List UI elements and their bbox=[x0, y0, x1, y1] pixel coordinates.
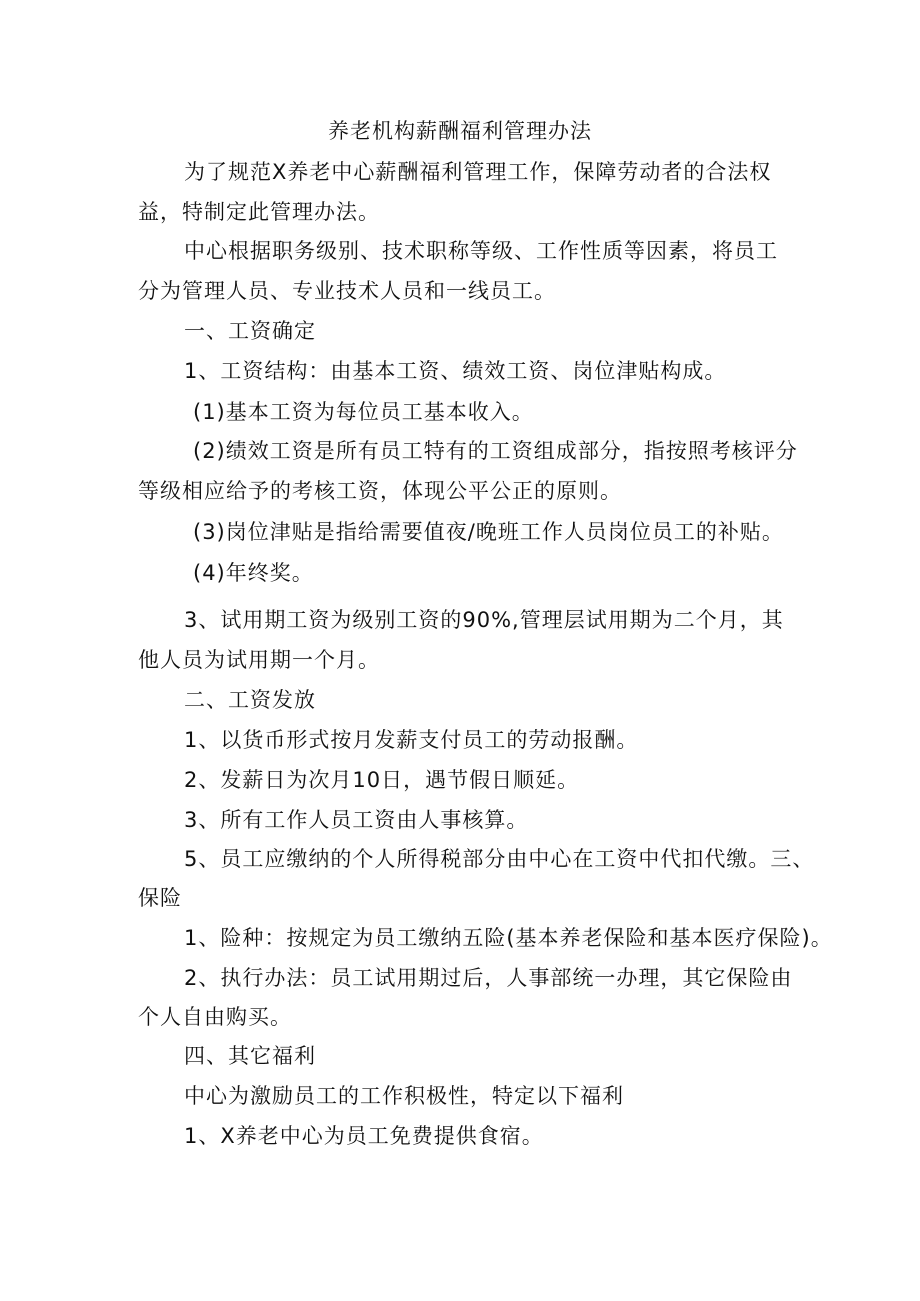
paragraph-line: 益，特制定此管理办法。 bbox=[138, 200, 380, 224]
paragraph-line: 1、X养老中心为员工免费提供食宿。 bbox=[184, 1124, 544, 1148]
paragraph-line: 1、以货币形式按月发薪支付员工的劳动报酬。 bbox=[184, 728, 639, 752]
paragraph-line: 中心根据职务级别、技术职称等级、工作性质等因素，将员工 bbox=[184, 239, 778, 263]
paragraph-line: 他人员为试用期一个月。 bbox=[138, 648, 380, 672]
paragraph-line: (4)年终奖。 bbox=[193, 561, 314, 585]
paragraph-line: 2、执行办法：员工试用期过后，人事部统一办理，其它保险由 bbox=[184, 966, 793, 990]
paragraph-line: 5、员工应缴纳的个人所得税部分由中心在工资中代扣代缴。三、 bbox=[184, 847, 815, 871]
paragraph-line: 2、发薪日为次月10日，遇节假日顺延。 bbox=[184, 768, 580, 792]
paragraph-line: 分为管理人员、专业技术人员和一线员工。 bbox=[138, 279, 556, 303]
paragraph-line: 1、险种：按规定为员工缴纳五险(基本养老保险和基本医疗保险)。 bbox=[184, 926, 833, 950]
paragraph-line: 3、所有工作人员工资由人事核算。 bbox=[184, 808, 529, 832]
paragraph-line: 等级相应给予的考核工资，体现公平公正的原则。 bbox=[138, 479, 622, 503]
paragraph-line: 为了规范X养老中心薪酬福利管理工作，保障劳动者的合法权 bbox=[184, 160, 772, 184]
paragraph-line: 3、试用期工资为级别工资的90%,管理层试用期为二个月，其 bbox=[184, 608, 784, 632]
section-heading: 保险 bbox=[138, 886, 182, 910]
paragraph-line: 中心为激励员工的工作积极性，特定以下福利 bbox=[184, 1084, 624, 1108]
paragraph-line: (3)岗位津贴是指给需要值夜/晚班工作人员岗位员工的补贴。 bbox=[193, 520, 784, 544]
paragraph-line: 1、工资结构：由基本工资、绩效工资、岗位津贴构成。 bbox=[184, 359, 727, 383]
section-heading: 四、其它福利 bbox=[184, 1044, 316, 1068]
paragraph-line: 个人自由购买。 bbox=[138, 1005, 292, 1029]
paragraph-line: (1)基本工资为每位员工基本收入。 bbox=[193, 400, 534, 424]
section-heading: 二、工资发放 bbox=[184, 688, 316, 712]
section-heading: 一、工资确定 bbox=[184, 319, 316, 343]
paragraph-line: (2)绩效工资是所有员工特有的工资组成部分，指按照考核评分 bbox=[193, 439, 798, 463]
document-title: 养老机构薪酬福利管理办法 bbox=[328, 119, 592, 143]
